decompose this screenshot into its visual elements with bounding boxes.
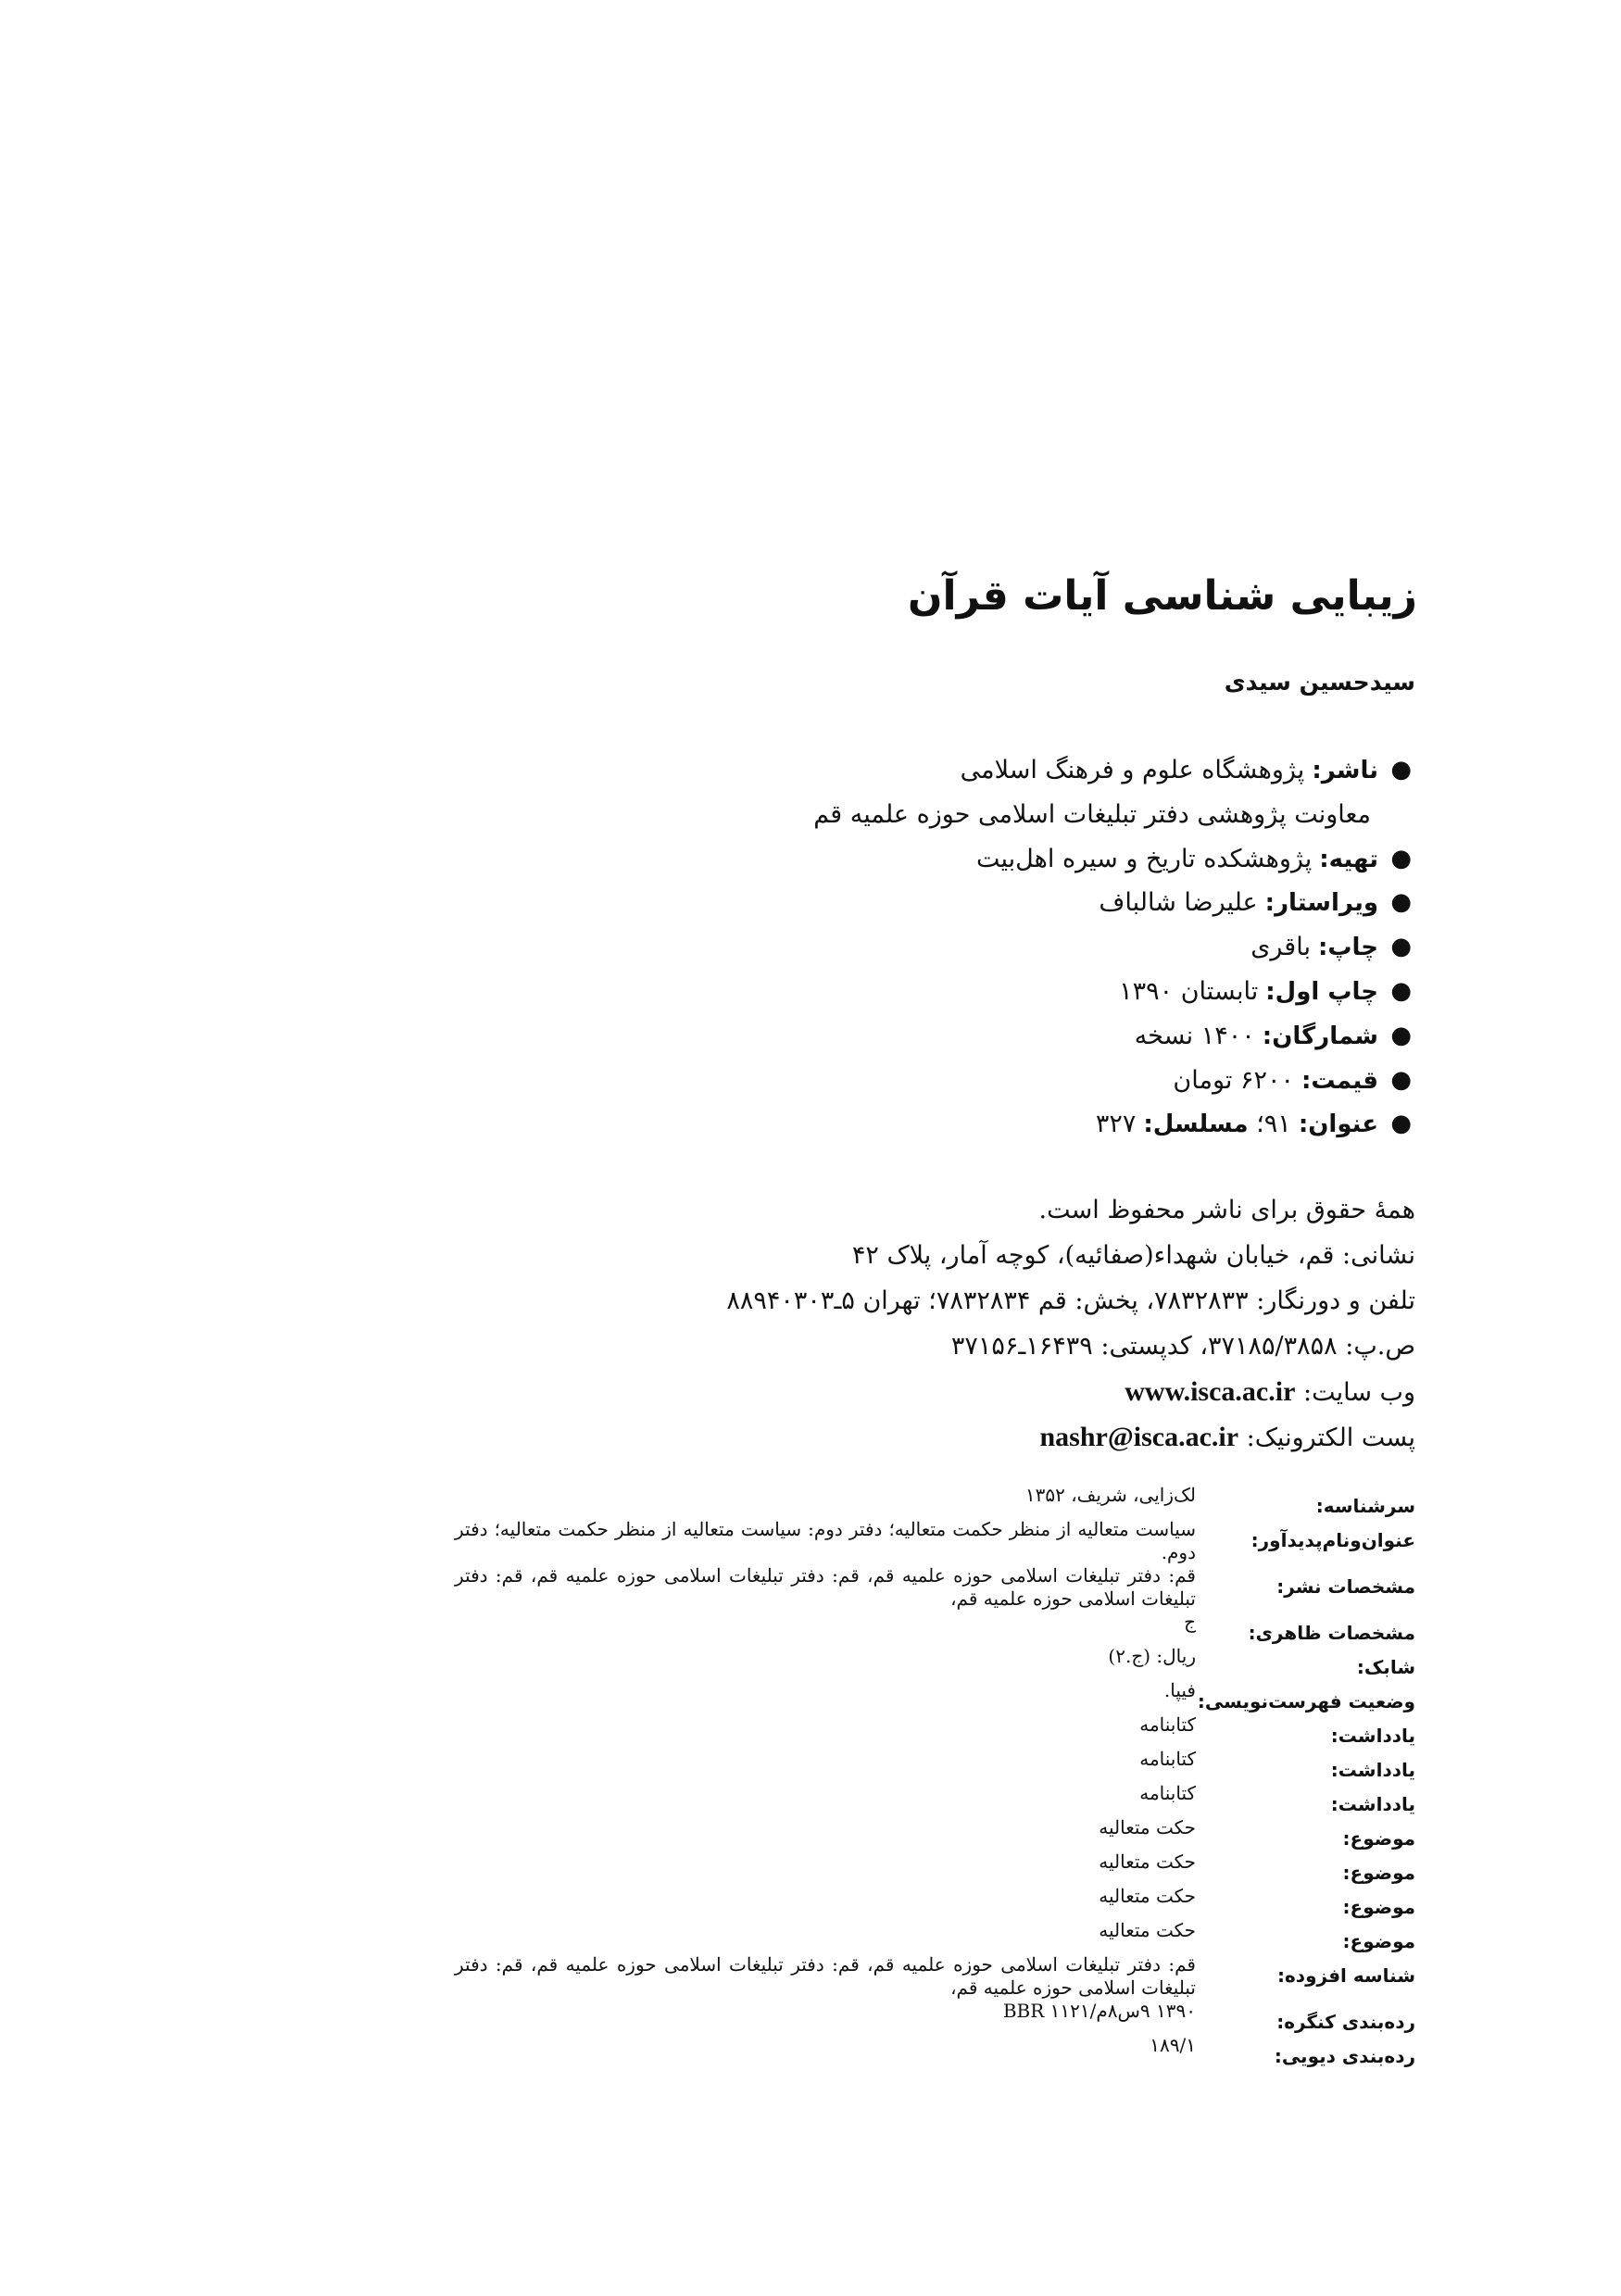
cataloging-in-publication [258, 1484, 1415, 2068]
cip-row: عنوان‌ونام‌پدیدآور: سیاست متعالیه از منظر حکمت متعالیه؛ دفتر دوم: سیاست متعالیه از منظر حکمت متعالیه؛ دفتر دوم. [455, 1518, 1415, 1563]
bullet-icon: ● [1390, 1065, 1412, 1094]
cip-row: وضعیت فهرست‌نویسی: فیپا. [1163, 1679, 1415, 1713]
cip-row: سرشناسه: لک‌زایی، شریف، ۱۳۵۲ [1024, 1484, 1415, 1517]
cip-row: مشخصات ظاهری: ج [1184, 1611, 1415, 1644]
book-author: سیدحسین سیدی [1224, 669, 1415, 696]
address-line: نشانی: قم، خیابان شهداء(صفائیه)، کوچه آمار، پلاک ۴۲ [851, 1241, 1415, 1270]
phone-line: تلفن و دورنگار: ۷۸۳۲۸۳۳، پخش: قم ۷۸۳۲۸۳۴؛ تهران ۵ـ۸۸۹۴۰۳۰۳ [726, 1286, 1415, 1315]
publication-info-list [813, 748, 1415, 1147]
cip-row: موضوع: حکت متعالیه [1099, 1885, 1415, 1918]
info-item-printer: ● چاپ:باقری [813, 925, 1415, 970]
cip-row: شناسه افزوده: قم: دفتر تبلیغات اسلامی حوزه علمیه قم، قم: دفتر تبلیغات اسلامی حوزه علمیه قم، قم: دفتر تبلیغات اسلامی حوزه علمیه قم، [455, 1953, 1415, 1999]
cip-row: یادداشت: کتابنامه [1139, 1713, 1415, 1747]
cip-row: موضوع: حکت متعالیه [1099, 1851, 1415, 1884]
cip-row: مشخصات نشر: قم: دفتر تبلیغات اسلامی حوزه علمیه قم، قم: دفتر تبلیغات اسلامی حوزه علمیه قم، قم: دفتر تبلیغات اسلامی حوزه علمیه قم، [455, 1564, 1415, 1610]
info-item-circulation: ● شمارگان:۱۴۰۰ نسخه [813, 1014, 1415, 1059]
info-item-editor: ● ویراستار:علیرضا شالباف [813, 881, 1415, 925]
book-title: زیبایی شناسی آیات قرآن [907, 572, 1417, 620]
website-label: وب سایت: [1302, 1378, 1415, 1407]
rights-notice: همهٔ حقوق برای ناشر محفوظ است. [1038, 1196, 1415, 1224]
email-link[interactable]: nashr@isca.ac.ir [1039, 1422, 1239, 1452]
cip-row: یادداشت: کتابنامه [1139, 1782, 1415, 1815]
info-item-prepared-by: ● تهیه:پژوهشکده تاریخ و سیره اهل‌بیت [813, 837, 1415, 882]
bullet-icon: ● [1390, 844, 1412, 872]
cip-row: شابک: ریال: (ج.۲) [1108, 1645, 1415, 1678]
info-item-first-edition: ● چاپ اول:تابستان ۱۳۹۰ [813, 970, 1415, 1014]
cip-row: موضوع: حکت متعالیه [1099, 1919, 1415, 1952]
info-item-price: ● قیمت:۶۲۰۰ تومان [813, 1059, 1415, 1103]
bullet-icon: ● [1390, 933, 1412, 961]
contact-block [726, 1187, 1415, 1460]
cip-row: رده‌بندی کنگره: ۱۳۹۰ ۹س۸م/۱۱۲۱ BBR [1002, 2000, 1415, 2033]
info-item-publisher: ● ناشر:پژوهشگاه علوم و فرهنگ اسلامی [813, 748, 1415, 793]
website-link[interactable]: www.isca.ac.ir [1125, 1376, 1296, 1407]
info-item-title-number: ● عنوان:۹۱؛ مسلسل:۳۲۷ [813, 1102, 1415, 1147]
email-line [726, 1414, 1415, 1460]
bullet-icon: ● [1390, 976, 1412, 1005]
bullet-icon: ● [1390, 1110, 1412, 1138]
cip-row: موضوع: حکت متعالیه [1099, 1816, 1415, 1850]
bullet-icon: ● [1390, 756, 1412, 784]
bullet-icon: ● [1390, 1021, 1412, 1049]
website-line [726, 1369, 1415, 1414]
cip-row: یادداشت: کتابنامه [1139, 1748, 1415, 1781]
bullet-icon: ● [1390, 888, 1412, 917]
info-item-publisher-continued: معاونت پژوهشی دفتر تبلیغات اسلامی حوزه علمیه قم [813, 799, 1371, 829]
email-label: پست الکترونیک: [1246, 1424, 1415, 1452]
cip-row: رده‌بندی دیویی: ۱۸۹/۱ [1150, 2034, 1415, 2067]
pobox-line: ص.پ: ۳۷۱۸۵/۳۸۵۸، کدپستی: ۱۶۴۳۹ـ۳۷۱۵۶ [950, 1332, 1415, 1361]
